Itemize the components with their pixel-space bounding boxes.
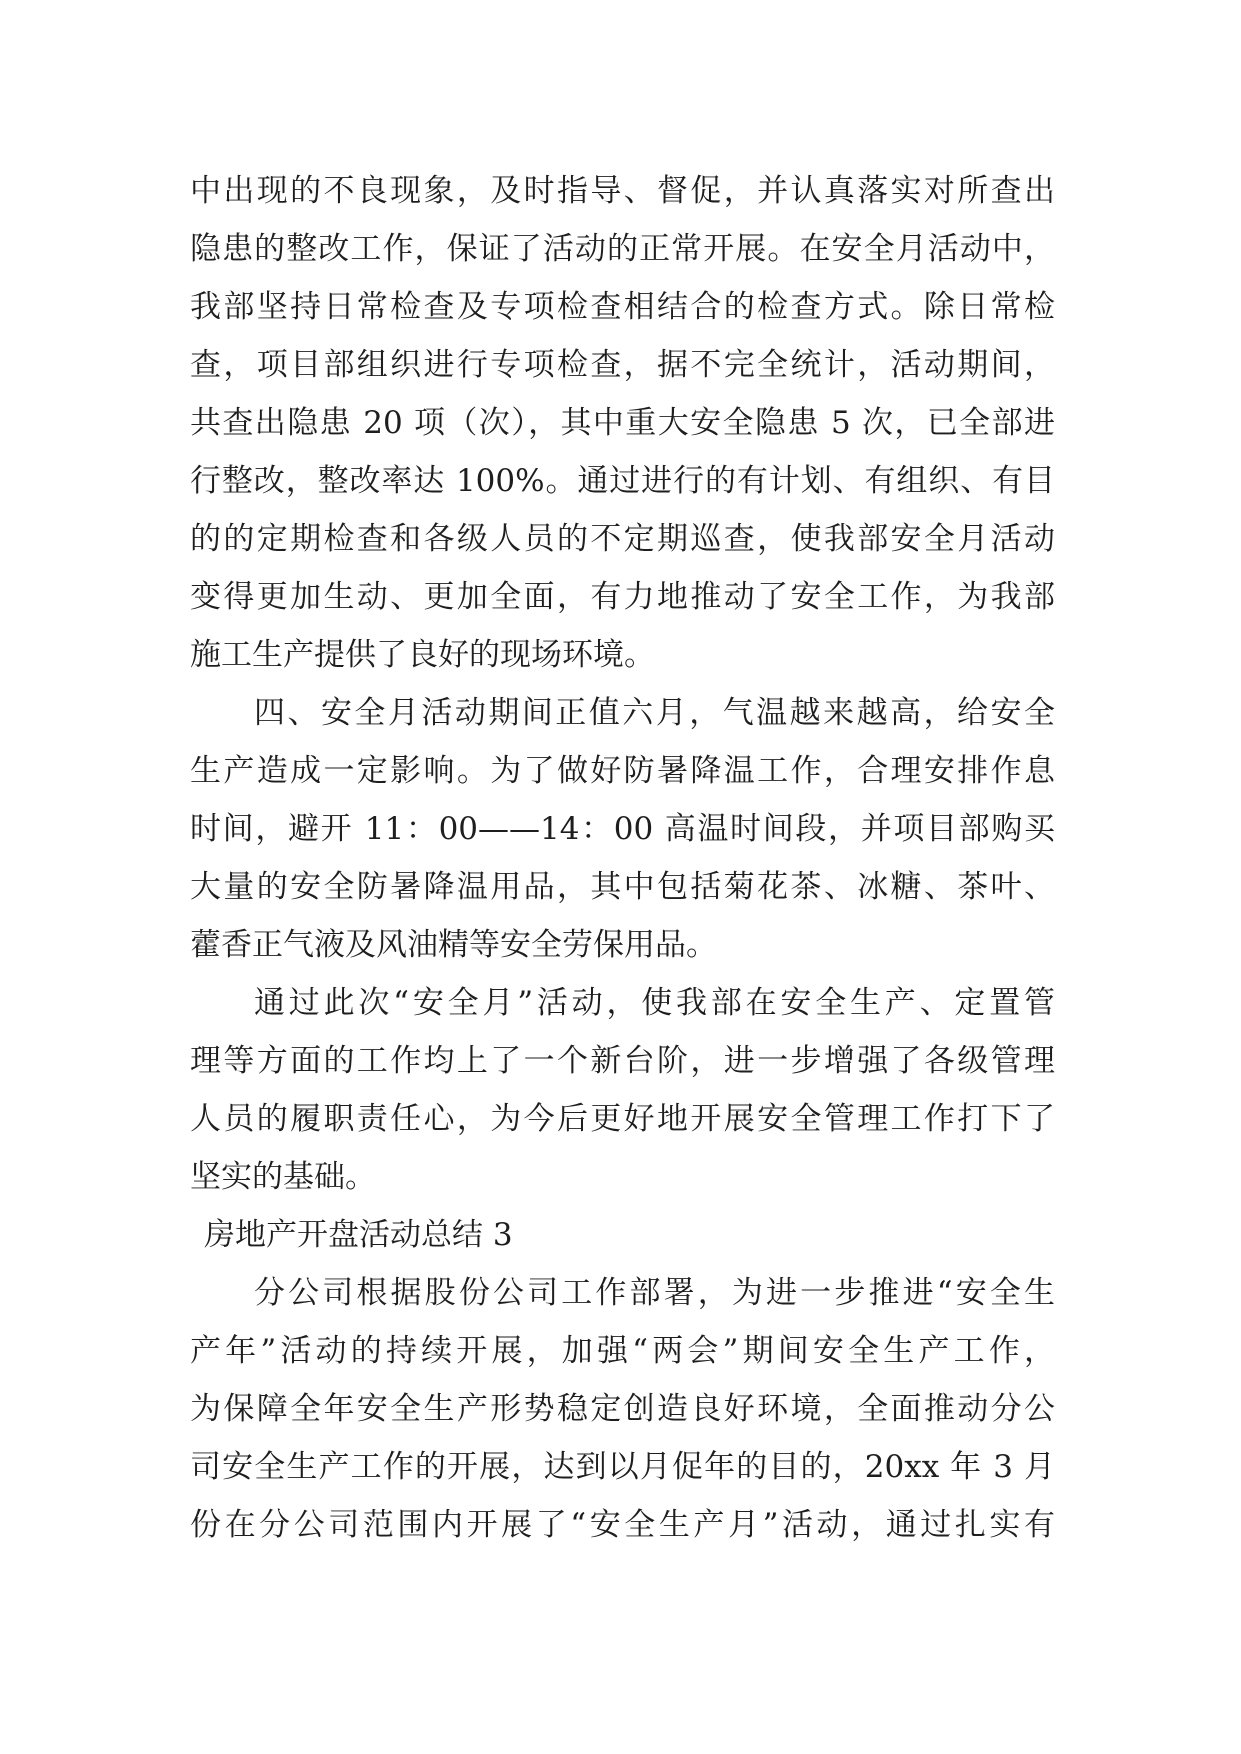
paragraph-inspection <box>190 162 1055 684</box>
paragraph-safety-month <box>190 1264 1055 1554</box>
document-body <box>190 162 1055 1554</box>
text-line: 藿香正气液及风油精等安全劳保用品。 <box>190 927 717 963</box>
text-line: 我部坚持日常检查及专项检查相结合的检查方式。除日常检 <box>190 289 1055 325</box>
text-line: 通过此次“安全月”活动，使我部在安全生产、定置管 <box>254 985 1055 1021</box>
section-heading: 房地产开盘活动总结 3 <box>204 1217 513 1253</box>
text-line: 理等方面的工作均上了一个新台阶，进一步增强了各级管理 <box>190 1043 1055 1079</box>
text-line: 坚实的基础。 <box>190 1159 376 1195</box>
text-line: 份在分公司范围内开展了“安全生产月”活动，通过扎实有 <box>190 1507 1055 1543</box>
text-line: 司安全生产工作的开展，达到以月促年的目的，20xx 年 3 月 <box>190 1449 1055 1485</box>
text-line: 四、安全月活动期间正值六月，气温越来越高，给安全 <box>254 695 1055 731</box>
text-line: 分公司根据股份公司工作部署，为进一步推进“安全生 <box>254 1275 1055 1311</box>
text-line: 查，项目部组织进行专项检查，据不完全统计，活动期间， <box>190 347 1055 383</box>
text-line: 的的定期检查和各级人员的不定期巡查，使我部安全月活动 <box>190 521 1055 557</box>
paragraph-heat-prevention <box>190 684 1055 974</box>
text-line: 生产造成一定影响。为了做好防暑降温工作，合理安排作息 <box>190 753 1055 789</box>
text-line: 行整改，整改率达 100%。通过进行的有计划、有组织、有目 <box>190 463 1055 499</box>
text-line: 变得更加生动、更加全面，有力地推动了安全工作，为我部 <box>190 579 1055 615</box>
text-line: 为保障全年安全生产形势稳定创造良好环境，全面推动分公 <box>190 1391 1055 1427</box>
text-line: 施工生产提供了良好的现场环境。 <box>190 637 655 673</box>
text-line: 时间，避开 11：00——14：00 高温时间段，并项目部购买 <box>190 811 1055 847</box>
paragraph-conclusion <box>190 974 1055 1206</box>
text-line: 中出现的不良现象，及时指导、督促，并认真落实对所查出 <box>190 173 1055 209</box>
text-line: 大量的安全防暑降温用品，其中包括菊花茶、冰糖、茶叶、 <box>190 869 1055 905</box>
text-line: 隐患的整改工作，保证了活动的正常开展。在安全月活动中， <box>190 231 1055 267</box>
text-line: 人员的履职责任心，为今后更好地开展安全管理工作打下了 <box>190 1101 1055 1137</box>
text-line: 产年”活动的持续开展，加强“两会”期间安全生产工作， <box>190 1333 1055 1369</box>
text-line: 共查出隐患 20 项（次），其中重大安全隐患 5 次，已全部进 <box>190 405 1055 441</box>
